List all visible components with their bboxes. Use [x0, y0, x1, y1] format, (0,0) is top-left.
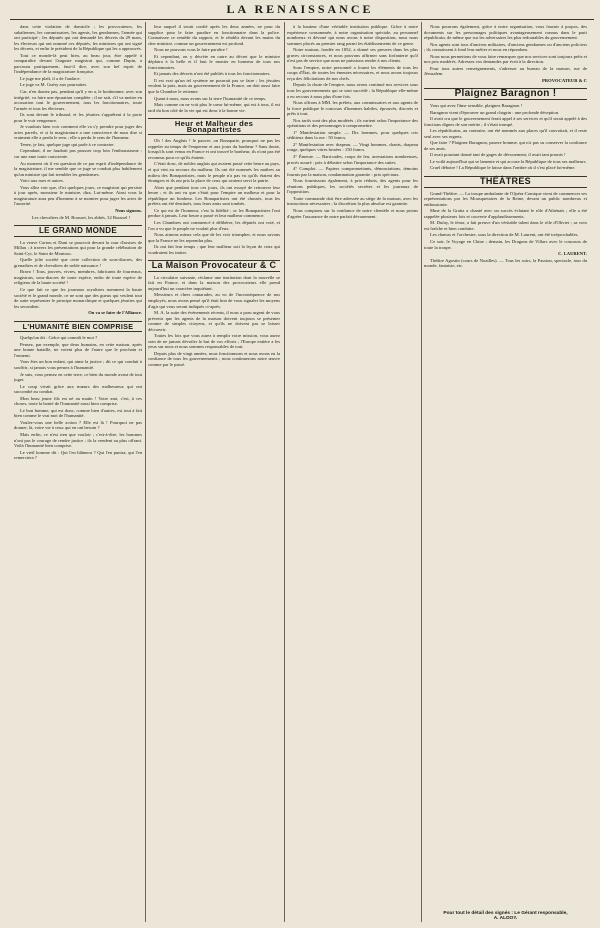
paragraph: Ils ont fait leur temps ; que leur malheur soit la leçon de ceux qui voudraient les imiter. — [148, 244, 280, 255]
paragraph: Depuis la chute de l'empire, nous avons continué nos services sous tous les gouvernements qui se sont succédé ; la République elle-même a eu recours à nous plus d'une fois. — [287, 82, 418, 99]
paragraph: Alors que pendant tous ces jours, ils ont essayé de retrouver leur heure ; et ils ont vu que c'était pour l'empire un malheur et pour la république un bonheur. Les Bonapartistes ont été chassés, tous les préfets ont été destitués, tous leurs amis sont tombés. — [148, 184, 280, 207]
column-2-body — [148, 24, 280, 113]
paragraph: Mais comme on ne voit plus le cœur lui-même, qui est à tous, il est tard du bon côté de la vie qui est donc à la bonne vie. — [148, 102, 280, 113]
paragraph: Quelle jolie société que cette collection de sous-diacres, des grenadiers et de chevaliers de noble naissance ! — [14, 257, 142, 268]
paragraph: Que faire ? Plaignez Baragnon, pauvre homme, qui n'a pas su conserver la confiance de ses amis. — [424, 140, 587, 151]
footer-line: Pour tout le détail des signés : Le Gérant responsable, — [443, 910, 568, 916]
theatres-body — [424, 191, 587, 250]
heading-theatres: THÉÂTRES — [424, 176, 587, 188]
paragraph: Oh ! des Anglais ! le pauvre, on Bonaparte, pourquoi ne pas les rappeler au temps de l'empereur et aux jours du bonheur ? Sans doute, lorsqu'ils sont venus en France et ont trouvé le bonheur, ils n'ont pas été reconnus pour ce qu'ils étaient. — [148, 138, 280, 160]
paragraph: Le voilà aujourd'hui qui se lamente et qui accuse la République de tous ses malheurs. — [430, 158, 587, 164]
paragraph: Messieurs et chers camarades, au vu de l'inconséquence de nos employés, nous avons pensé qu'il était bon de vous signaler les moyens d'agir qui vous seront indiqués ci-après. — [148, 292, 280, 309]
paragraph: Pensez, par exemple, que deux humains, en cette maison, après une bonne bataille, ne voient plus de l'autre que le prochain et l'ennemi. — [14, 341, 142, 358]
paragraph: Notre maison, fondée en 1852, a donné ses preuves dans les plus graves circonstances, et nous pouvons affirmer sans forfanterie qu'il n'est pas de service que nous ne puissions rendre à nos clients. — [287, 47, 418, 64]
paragraph: Mon beau jeune fils est né au matin ! Votre ami, c'est, à ces choses, toute la bonté de l'humanité aussi bien comprise. — [14, 395, 142, 407]
paragraph: Grand-Théâtre. — La troupe ambulante de l'Opéra-Comique vient de commencer ses représentations par les Mousquetaires de la Reine, devant un public nombreux et enthousiaste. — [424, 190, 587, 207]
column-1 — [14, 24, 142, 924]
theatre-agostin: Théâtre Agostin (cours de Noailles). — Tous les soirs, la Passion, spectacle, tour du monde, fantaisie, etc. — [424, 257, 587, 269]
paragraph: La circulaire suivante, réclame une institution dont la nouvelle se fait en France, et dans la maison des provocateurs elle prend aujourd'hui un caractère inquiétant. — [148, 274, 280, 291]
paragraph: Baragnon vient d'éprouver un grand chagrin : une profonde déception. — [430, 109, 560, 115]
paragraph: leur auquel il serait confié après les deux années, ne pour du supplice pour le faire paraître en fonctionnaire dans la police. Connaissez ce remède du rapport, et le rétablir devant les mains du cher ministre, comme un gouvernement est profond. — [148, 24, 280, 46]
paragraph: Vous qui avez l'âme sensible, plaignez Baragnon ! — [430, 103, 523, 109]
paragraph: M. A. la suite des événements récents, il nous a paru urgent de vous prévenir que les agents de la maison doivent toujours se présenter comme de simples citoyens, et qu'ils ne doivent pas se laisser découvrir. — [148, 310, 280, 332]
paragraph: dans cette violation de domicile ; les provocateurs, les subalternes, les commissaires, les agents, les gendarmes, l'armée qui ont participé ; les députés qui ont demandé les décrets du 29 mars, les électeurs qui ont nommé ces députés, les ministres qui ont signé les décrets, et enfin le président de la République qui les a approuvés. — [14, 24, 142, 52]
column-4-body — [424, 24, 587, 77]
paragraph: Je suis, vous pensez en cette terre, ce bien du monde avant de tout juger. — [14, 371, 142, 383]
paragraph: Le bon homme, qui est donc, comme bien d'autres, est tout à fait bien comme le vrai mot de l'humanité. — [14, 407, 142, 419]
paragraph: 2° Manifestation avec drapeau. — Vingt hommes, chants, drapeau rouge, quelques vitres brisées : 150 francs. — [287, 141, 418, 153]
signature: On va se faire de l'Alliance. — [88, 310, 142, 316]
top-rule — [10, 19, 594, 20]
paragraph: Et cependant, on y décrète en outre au décret que le ministre déplaira à la belle et il faut le monter en honneur de tous nos fonctionnaires. — [148, 53, 280, 70]
paragraph: M. Dufay, le ténor, a fait preuve d'un véritable talent dans le rôle d'Olivier ; sa voix est fraîche et bien conduite. — [424, 220, 587, 231]
paragraph: Nous comptons sur la confiance de notre clientèle et nous prions d'agréer l'assurance de notre parfait dévouement. — [287, 207, 418, 219]
paragraph: Vous allez voir que, d'ici quelques jours, ce magistrat qui persiste à jour après, monsieur le ministre, dira, Lui-même. Ainsi vous la magistrature aura peu d'honneur à se montrer pour juger les actes de l'autorité. — [14, 184, 142, 207]
paragraph: Tenez, je fais, quelque juge qui parle à ce contraire. — [20, 141, 115, 147]
paragraph: Ce que fait ce que les journaux royalistes nomment la haute société et le grand monde, ce ne sont que des gueux qui veulent tout de suite représenter le principe monarchique et quelques jésuites qui les secondent. — [14, 286, 142, 309]
column-3 — [287, 24, 418, 924]
column-divider — [145, 22, 146, 922]
column-divider — [284, 22, 285, 922]
column-2 — [148, 24, 280, 924]
paragraph: Voici aux rues et autres. — [20, 178, 64, 184]
paragraph: Car, n'en doutez pas, pendant qu'il y en a, le bonhomme, avec son intégrité, va faire une épuration complète ; il ne sait, s'il va mettre en accusation tout le gouvernement, tous les fonctionnaires, toute l'armée et tous les électeurs. — [14, 89, 142, 111]
paragraph: Le juge va M. Guéry aux poursuites. — [20, 82, 88, 88]
paragraph: Nos agents sont tous d'anciens militaires, d'anciens gendarmes ou d'anciens policiers ; ils connaissent à fond leur métier et nous en répondons. — [424, 41, 587, 53]
paragraph: C'était donc, de nobles anglais qui avaient passé cette heure au pays, et qui vint au secours du malheur. Ils ont été nommés les maîtres au milieu des Bonapartistes, mais le peuple n'a pas vu qu'ils étaient des étrangers et ils ont pris la place de ceux qui avaient servi la patrie. — [148, 161, 280, 184]
paragraph: 1° Manifestation simple. — Dix hommes, pour quelques cris séditieux dans la rue : 50 francs. — [287, 129, 418, 141]
paragraph: 3° Émeute. — Barricades, coups de feu, arrestations nombreuses, procès assuré : prix à débattre selon l'importance des suites. — [287, 154, 418, 165]
paragraph: Nous nous permettons de vous faire remarquer que nos services sont toujours prêts et nos prix modérés. Adressez vos demandes par écrit à la direction. — [424, 53, 587, 65]
paragraph: Il avait cru que le gouvernement ferait appel à ses services et qu'il serait appelé à des fonctions dignes de son mérite ; il s'était trompé. — [424, 116, 587, 127]
paragraph: Ce qui est de l'honneur, c'est la fidélité ; or les Bonapartistes l'ont perdue à jamais. Leur heure a passé et leur malheur commence. — [148, 207, 280, 219]
footer-signature: A. ALDOY. — [493, 916, 518, 922]
paragraph: Nous offrons à MM. les préfets, aux commissaires et aux agents de la force publique le concours d'hommes habiles, éprouvés, discrets et prêts à tout. — [287, 100, 418, 117]
paragraph: Le coup vivait grâce aux mœurs des malheureux qui ont succombé au combat. — [14, 383, 142, 395]
paragraph: Mme de la Gratia a chanté avec un succès éclatant le rôle d'Athénaïs ; elle a été rappelée plusieurs fois et couverte d'applaudissements. — [424, 208, 587, 219]
paragraph: Quelqu'un dit : Grâce qui connaît le mot ? — [20, 335, 98, 341]
column-3-body — [287, 24, 418, 219]
paragraph: Et jamais des décrets n'ont été publiés à tous les fonctionnaires. — [154, 71, 271, 77]
column-4 — [424, 24, 587, 924]
paragraph: Pour tous autres renseignements, s'adresser au bureau de la maison, rue de Jérusalem. — [424, 65, 587, 77]
paragraph: Cependant, il ne faudrait pas pousser trop loin l'enthousiasme ; car une ame toute consciente. — [14, 148, 142, 160]
plaignez-body — [424, 103, 587, 171]
paragraph: Voulez-vous une belle action ? Elle est là ! Pourquoi ne pas donner, là, votre vie à ceux qui en ont besoin ? — [14, 419, 142, 431]
signature: C. LAURENT. — [558, 251, 587, 257]
heading-heur-malheur: Heur et Malheur des Bonapartistes — [148, 118, 280, 135]
paragraph: Il est vrai qu'un tel système ne pourrait pas se faire ; les jésuites veulent la paix, mais au gouvernement de la France, on doit aussi faire que la Chambre le retienne. — [148, 77, 280, 95]
paragraph: à la hauteur d'une véritable institution publique. Grâce à notre expérience consommée, à notre organisation spéciale, au personnel nombreux et dévoué qui nous avons à notre disposition, nous nous sommes placés au premier rang parmi les établissements de ce genre. — [287, 24, 418, 46]
maison-provocateur-body — [148, 275, 280, 368]
paragraph: Ils sont devant le tribunal, et les jésuites s'apprêtent à la porte pour le voir vengeance. — [14, 112, 142, 123]
heading-plaignez-baragnon: Plaignez Baragnon ! — [424, 88, 587, 100]
paragraph: Au moment où il est question de ce pur esprit d'indépendance de la magistrature, il me semble que ce juge se conduit plus habilement qu'un ministre qui fait trembler les gendarmes. — [14, 160, 142, 177]
paragraph: Ce soir, le Voyage en Chine ; demain, les Dragons de Villars avec le concours de toute la troupe. — [424, 238, 587, 250]
paragraph: Depuis plus de vingt années, nous fonctionnons et nous avons eu la confiance de tous les gouvernements ; nous continuerons notre œuvre comme par le passé. — [148, 350, 280, 367]
paragraph: Vous êtes un bon enfant, qui aime la justice ; dit ce qui conduit à souffrir, si jamais vous pensez à l'humanité. — [14, 359, 142, 370]
paragraph: Cruel déboire ! La République le laisse dans l'ombre où il s'est placé lui-même. — [430, 165, 576, 171]
paragraph: Nous fournissons également, à prix réduits, des agents pour les réunions publiques, les sociétés secrètes et les journaux de l'opposition. — [287, 178, 418, 195]
paragraph: Nous ne pouvons vous le faire paraître ! — [154, 47, 228, 53]
signature: Nous signons. — [115, 207, 142, 213]
paragraph: Nous pourrons également, grâce à notre organisation, vous fournir à propos, des documents sur les personnages politiques avantageusement connus dans le parti républicain, de même que sur les adversaires les plus redoutables du gouvernement. — [424, 24, 587, 41]
paragraph: Toutes les fois que vous aurez à remplir votre mission, vous aurez soin de ne jamais dévoiler le but de vos efforts ; l'Europe entière a les yeux sur nous et nous sommes responsables de tout. — [148, 333, 280, 350]
heading-grand-monde: LE GRAND MONDE — [14, 225, 142, 237]
paragraph: Le vieil homme dit : Qui l'en blâmera ? Qui l'en punira, qui l'en remerciera ? — [14, 449, 142, 461]
masthead: LA RENAISSANCE — [226, 2, 374, 16]
paragraph: Tout ce monde-là peut bien, au beau jour, être appelé à comparaître devant l'auguste magistrat qui, comme Dupin, a parcouru pratiquement, faut-il dire, avec son bel esprit de l'indépendance de la magistrature française. — [14, 52, 142, 75]
paragraph: 4° Complot. — Papiers compromettants, dénonciations, témoins fournis par la maison, condamnation garantie : prix spéciaux. — [287, 166, 418, 177]
paragraph: Je voudrais bien voir comment elle va s'y prendre pour juger des actes pareils, et si la magistrature a une conscience de nous dire si vraiment elle a perdu le sens ; elle a perdu le sens de l'honneur. — [14, 124, 142, 141]
grand-monde-body — [14, 240, 142, 310]
heading-humanite: L'HUMANITÉ BIEN COMPRISE — [14, 321, 142, 333]
paragraph: Mais enfin, ce n'est rien que vouloir ; c'est-à-dire, les hommes n'ont pas le courage de rendre justice ; ils la vendent au plus offrant. Voilà l'humanité bien comprise. — [14, 432, 142, 449]
paragraph: Les chœurs et l'orchestre, sous la direction de M. Laurent, ont été irréprochables. — [430, 232, 579, 238]
paragraph: Nos tarifs sont des plus modérés ; ils varient selon l'importance des opérations et des personnages à compromettre. — [287, 117, 418, 129]
humanite-body — [14, 335, 142, 460]
column-divider — [421, 22, 422, 922]
paragraph: Sous l'empire, notre personnel a fourni les éléments de tous les coups d'État, de toutes les émeutes nécessaires, et nous avons toujours reçu des félicitations de nos chefs. — [287, 64, 418, 81]
paragraph: Il avait pourtant donné tant de gages de dévouement, il avait tant promis ! — [430, 152, 566, 158]
paragraph: Les républicains, au contraire, ont été nommés aux places qu'il convoitait, et il reste seul avec ses regrets. — [424, 128, 587, 139]
signature-line: Les chevaliers de M. Bousset, les abbés, 32 Boussel ! — [31, 214, 131, 220]
paragraph: Le juge me plaît, il a de l'audace. — [20, 75, 81, 81]
heur-malheur-body — [148, 138, 280, 255]
paragraph: Bravo ! Tous, jouvres, vivres, membres, fabricants de fourreaux, magistrats, sous-diacres de toute espèce, enfin de toute espèce de religieux de la haute société ! — [14, 269, 142, 286]
footer — [424, 911, 587, 922]
paragraph: Toute commande doit être adressée au siège de la maison, avec les instructions nécessaires ; la discrétion la plus absolue est garantie. — [287, 195, 418, 207]
paragraph: Les Chambres ont commencé à délibérer, les députés ont voté, et l'on a vu que le peuple ne voulait plus d'eux. — [148, 219, 280, 231]
column-1-body — [14, 24, 142, 207]
paragraph: La veuve Cartou et Duni se pourvoit devant la cour d'assises de Millau ; à travers les présentations qui pour la grande célébration de Saint-Cyr, le Saint de Montrou. — [14, 239, 142, 256]
paragraph: Nous aimons mieux cela que de les voir triompher, et nous savons que la France ne les reprendra plus. — [148, 232, 280, 243]
heading-maison-provocateur: La Maison Provocateur & C — [148, 260, 280, 272]
paragraph: Quant à nous, nous avons sur la terre l'humanité de ce temps. — [154, 95, 267, 101]
signature: PROVOCATEUR & C — [542, 77, 587, 83]
